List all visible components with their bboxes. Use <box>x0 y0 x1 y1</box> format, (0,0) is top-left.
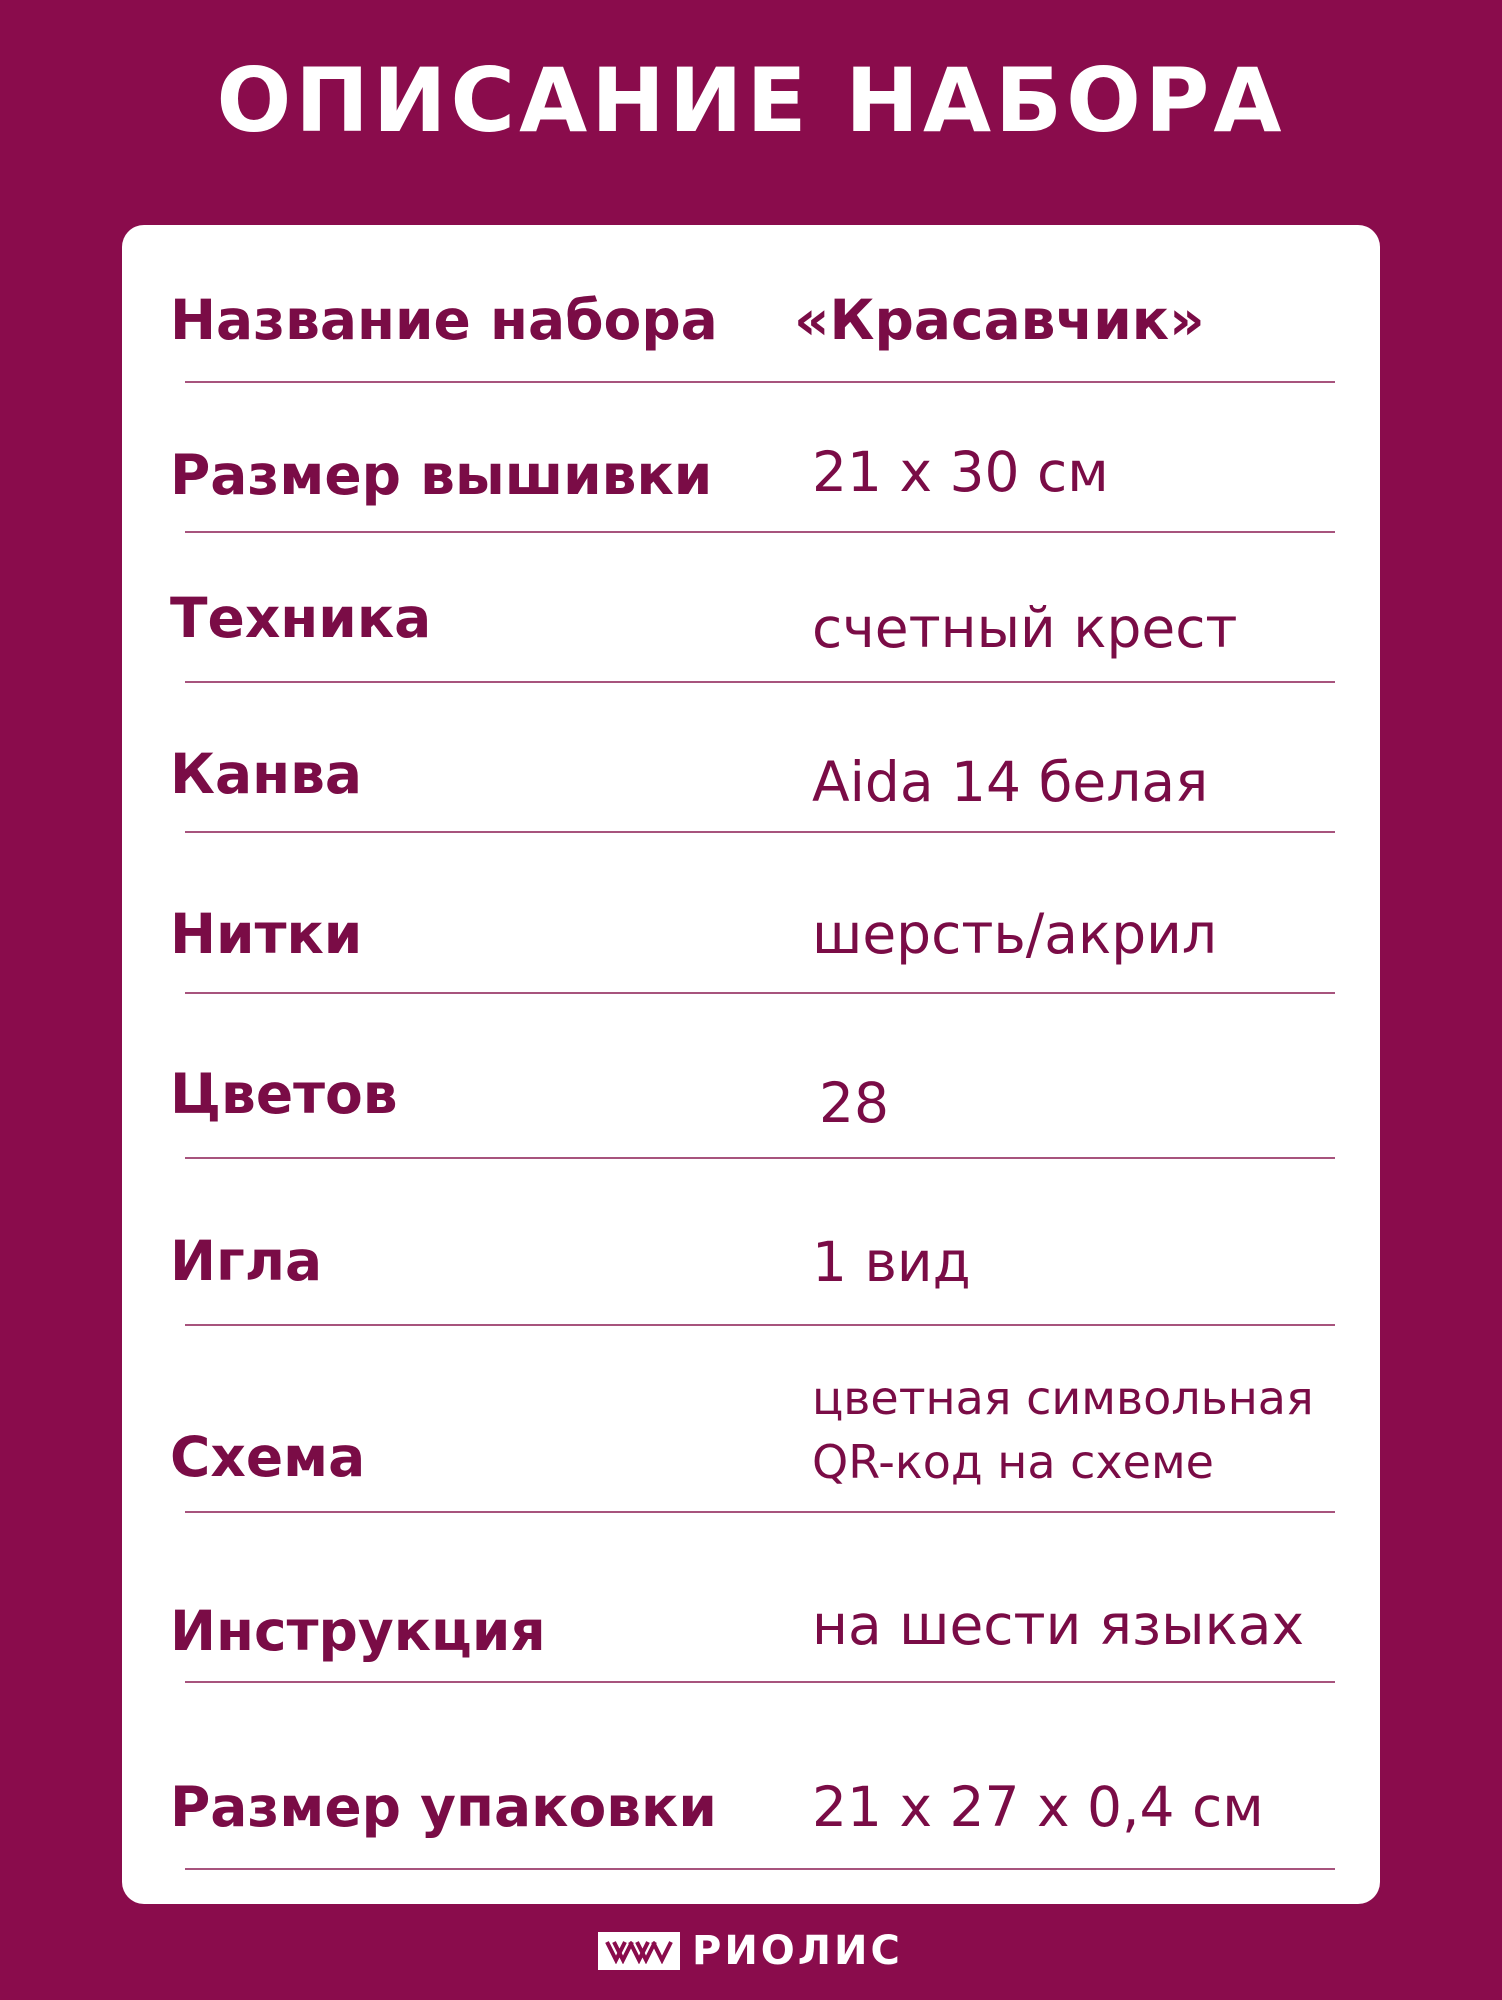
divider <box>185 681 1335 683</box>
row-value: 21 x 30 см <box>812 440 1109 504</box>
row-label: Нитки <box>170 902 363 966</box>
brand-logo <box>598 1928 903 1974</box>
row-label: Техника <box>170 586 432 650</box>
divider <box>185 531 1335 533</box>
row-label: Размер упаковки <box>170 1775 717 1839</box>
divider <box>185 1157 1335 1159</box>
divider <box>185 1511 1335 1513</box>
row-value-line2: QR-код на схеме <box>812 1435 1214 1489</box>
row-value: счетный крест <box>812 596 1238 660</box>
row-label: Игла <box>170 1229 323 1293</box>
row-value: 28 <box>819 1071 889 1135</box>
divider <box>185 831 1335 833</box>
row-label: Инструкция <box>170 1599 546 1663</box>
kit-description-card <box>122 225 1380 1904</box>
row-label: Название набора <box>170 288 718 352</box>
riolis-logo-icon <box>598 1932 680 1970</box>
divider <box>185 1324 1335 1326</box>
row-value: 21 x 27 x 0,4 см <box>812 1775 1264 1839</box>
row-label: Канва <box>170 742 362 806</box>
row-value: «Красавчик» <box>794 288 1205 352</box>
row-value: шерсть/акрил <box>812 902 1218 966</box>
row-value: 1 вид <box>812 1230 971 1294</box>
row-label: Цветов <box>170 1062 398 1126</box>
row-label: Размер вышивки <box>170 443 713 507</box>
divider <box>185 1868 1335 1870</box>
divider <box>185 992 1335 994</box>
divider <box>185 381 1335 383</box>
row-value: на шести языках <box>812 1593 1305 1657</box>
row-label: Схема <box>170 1425 366 1489</box>
row-value-line1: цветная символьная <box>812 1371 1314 1425</box>
divider <box>185 1681 1335 1683</box>
row-value: Aida 14 белая <box>812 750 1209 814</box>
page-title: ОПИСАНИЕ НАБОРА <box>216 49 1286 152</box>
brand-name: РИОЛИС <box>692 1928 903 1974</box>
